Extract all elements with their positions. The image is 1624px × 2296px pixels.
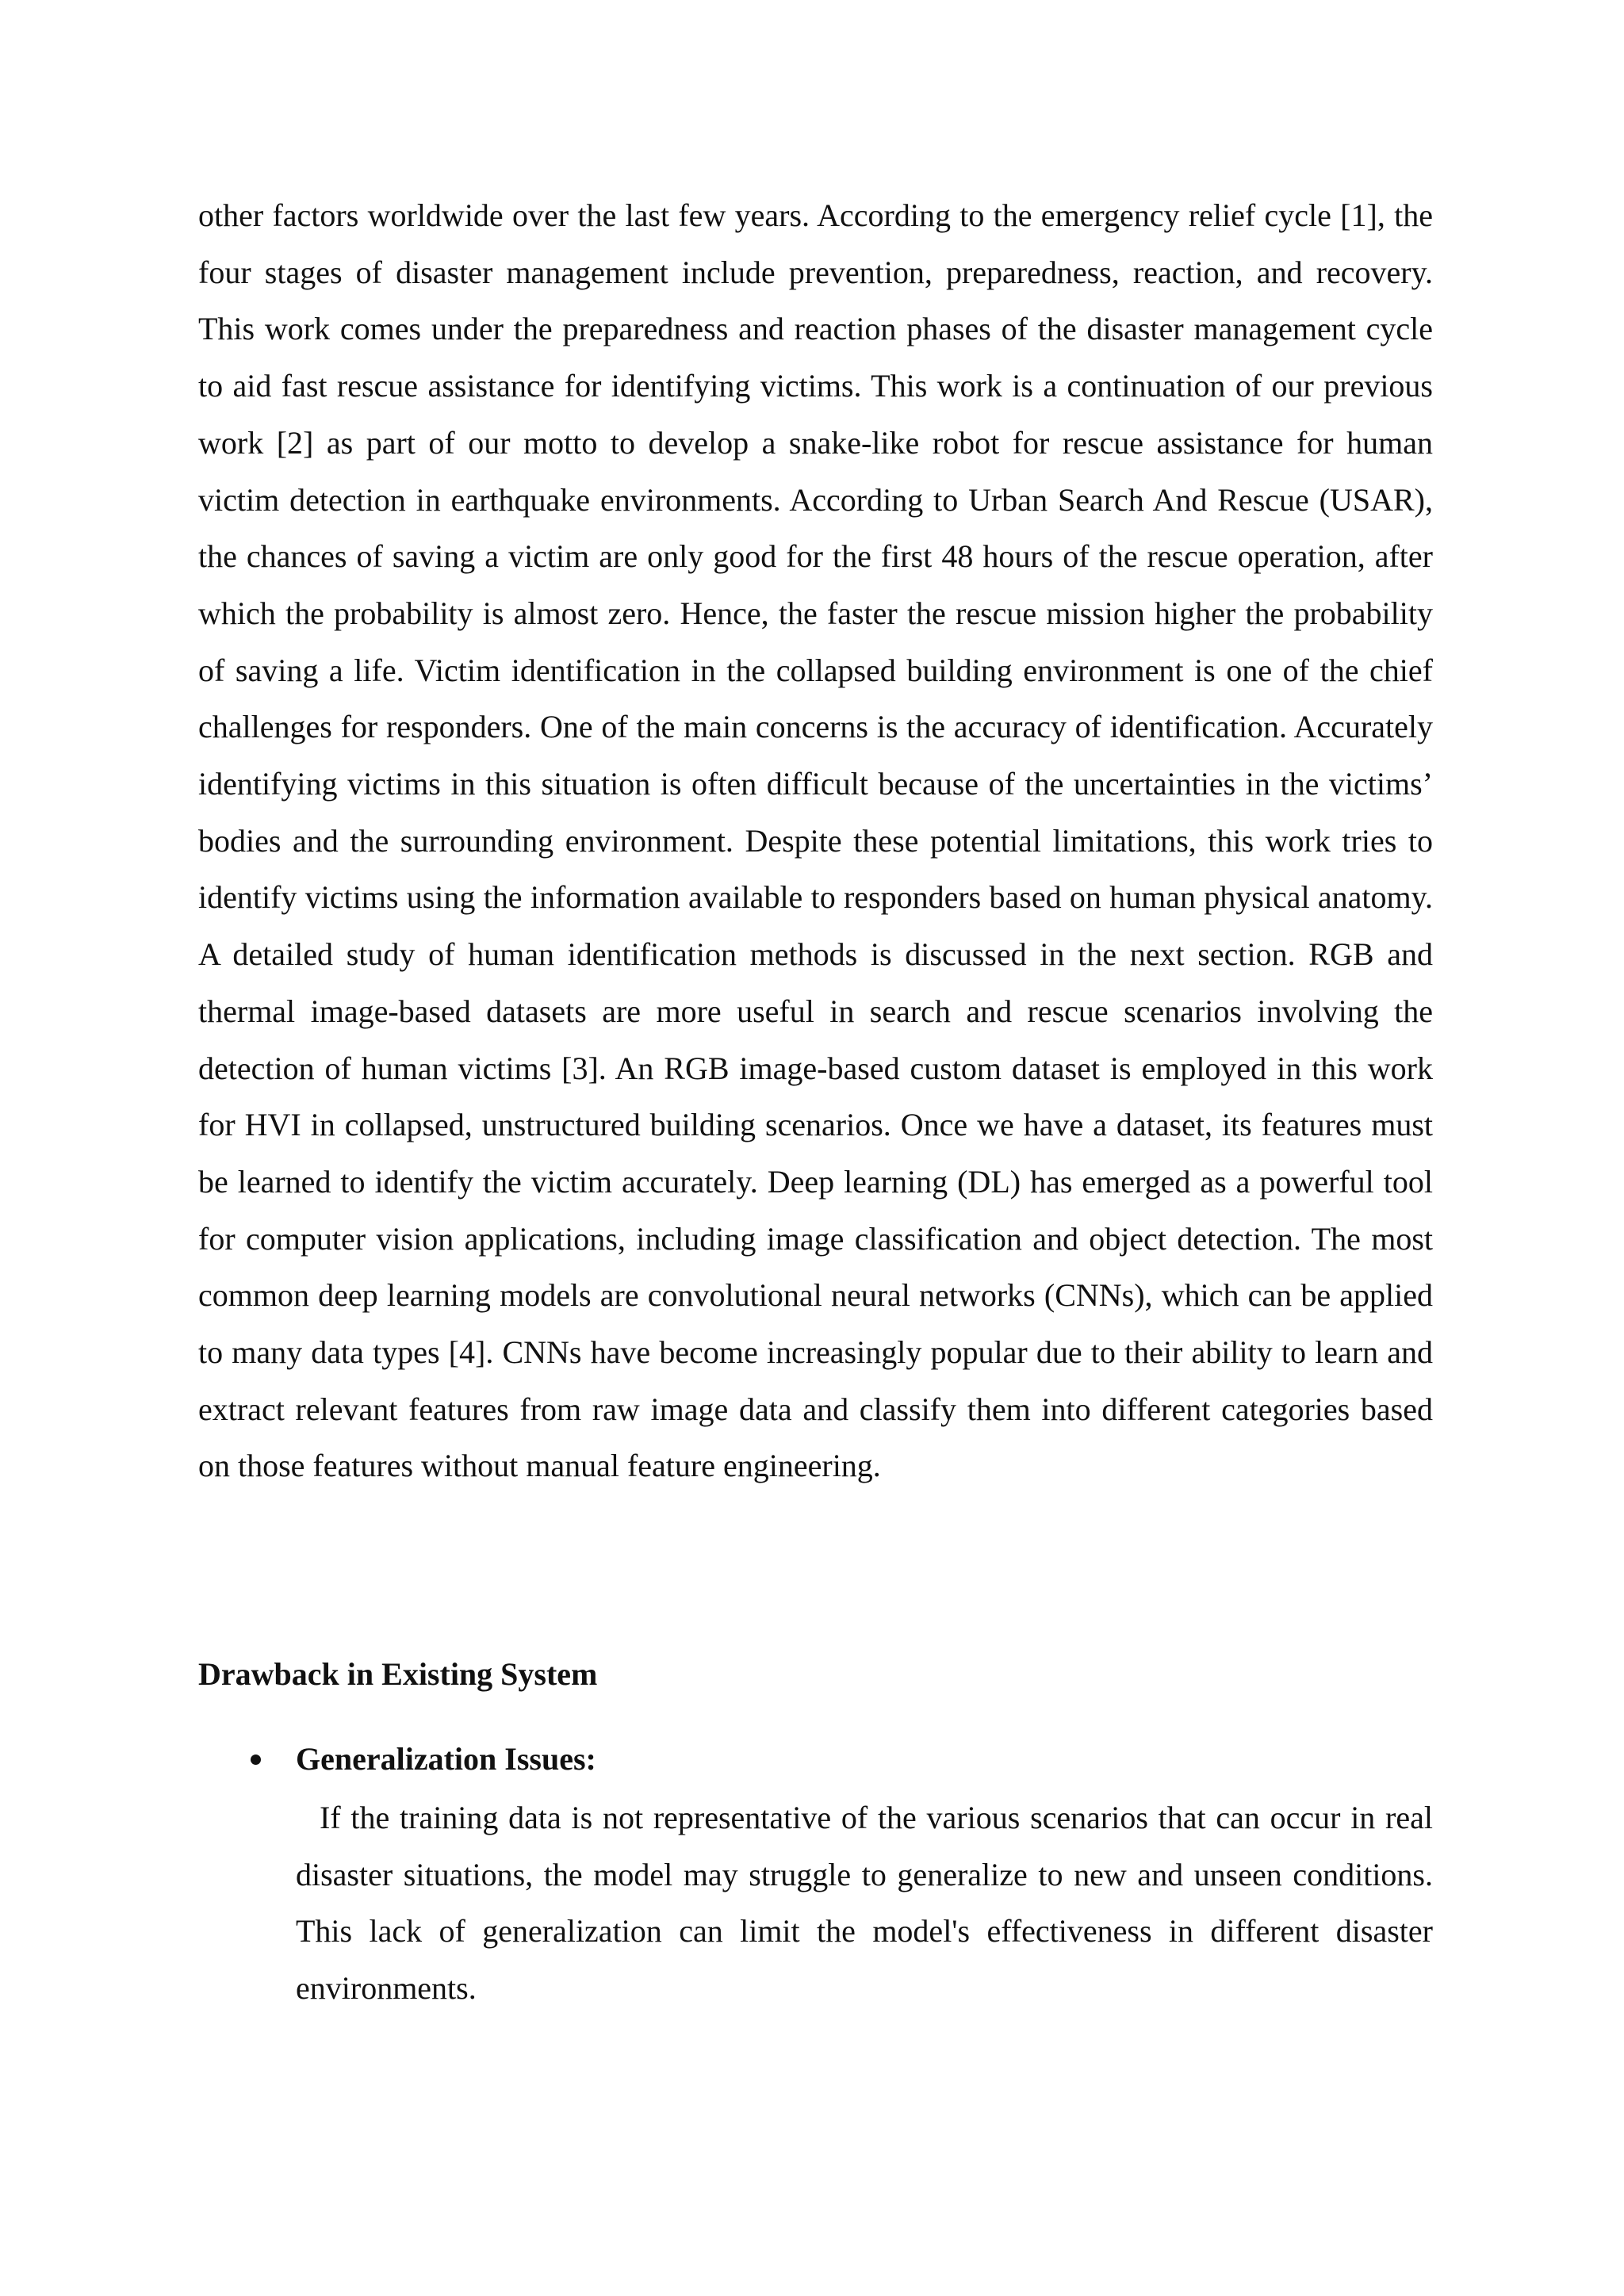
bullet-icon xyxy=(251,1755,261,1765)
bullet-title: Generalization Issues: xyxy=(296,1741,596,1777)
bullet-body: If the training data is not representative of the various scenarios that can occur in real disaster situations, the model may struggle to generalize to new and unseen conditions. This lack of generalization can limit the model's effectiveness in different disaster environments. xyxy=(296,1800,1433,2007)
intro-paragraph: other factors worldwide over the last few years. According to the emergency relief cycle [1], the four stages of disaster management include prevention, preparedness, reaction, and recovery. This work comes under the preparedness and reaction phases of the disaster management cycle to aid fast rescue assistance for identifying victims. This work is a continuation of our previous work [2] as part of our motto to develop a snake-like robot for rescue assistance for human victim detection in earthquake environments. According to Urban Search And Rescue (USAR), the chances of saving a victim are only good for the first 48 hours of the rescue operation, after which the probability is almost zero. Hence, the faster the rescue mission higher the probability of saving a life. Victim identification in the collapsed building environment is one of the chief challenges for responders. One of the main concerns is the accuracy of identification. Accurately identifying victims in this situation is often difficult because of the uncertainties in the victims’ bodies and the surrounding environment. Despite these potential limitations, this work tries to identify victims using the information available to responders based on human physical anatomy. A detailed study of human identification methods is discussed in the next section. RGB and thermal image-based datasets are more useful in search and rescue scenarios involving the detection of human victims [3]. An RGB image-based custom dataset is employed in this work for HVI in collapsed, unstructured building scenarios. Once we have a dataset, its features must be learned to identify the victim accurately. Deep learning (DL) has emerged as a powerful tool for computer vision applications, including image classification and object detection. The most common deep learning models are convolutional neural networks (CNNs), which can be applied to many data types [4]. CNNs have become increasingly popular due to their ability to learn and extract relevant features from raw image data and classify them into different categories based on those features without manual feature engineering. xyxy=(198,197,1433,1484)
list-item xyxy=(198,1735,1433,2017)
section-heading: Drawback in Existing System xyxy=(198,1656,598,1692)
drawback-list xyxy=(198,1735,1433,2017)
